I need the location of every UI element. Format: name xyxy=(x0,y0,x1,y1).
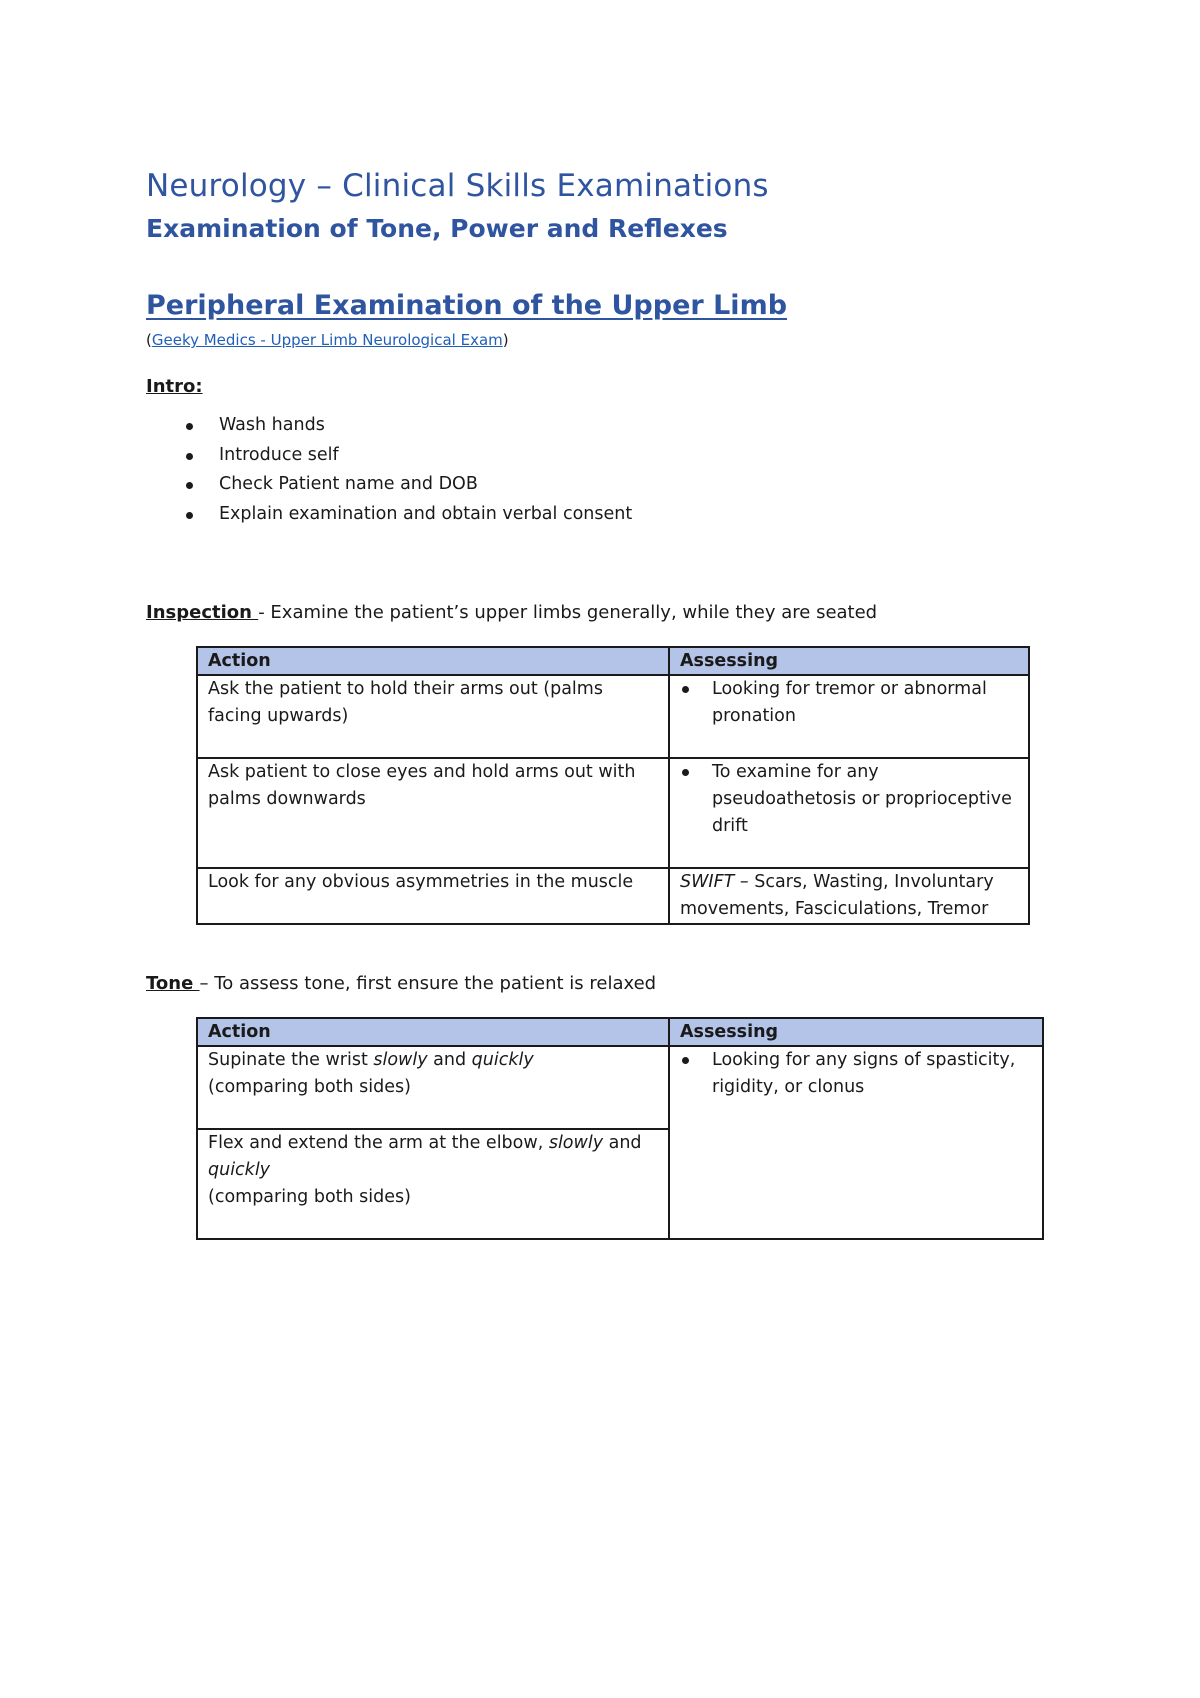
assessing-cell xyxy=(669,758,1029,868)
intro-list xyxy=(146,411,632,529)
tone-label: Tone xyxy=(146,973,200,994)
page-subtitle: Examination of Tone, Power and Reflexes xyxy=(146,214,728,243)
action-cell: Look for any obvious asymmetries in the muscle xyxy=(197,868,669,924)
table-row xyxy=(197,758,1029,868)
assessing-cell xyxy=(669,1046,1043,1239)
table-row xyxy=(197,1046,1043,1129)
action-cell xyxy=(197,1046,669,1129)
action-cell xyxy=(197,1129,669,1239)
reference-link[interactable]: Geeky Medics - Upper Limb Neurological Exam xyxy=(151,331,503,349)
action-cell: Ask patient to close eyes and hold arms out with palms downwards xyxy=(197,758,669,868)
inspection-desc: - Examine the patient’s upper limbs generally, while they are seated xyxy=(258,602,878,623)
action-text: Flex and extend the arm at the elbow, xyxy=(208,1133,549,1153)
emphasis-quickly: quickly xyxy=(471,1050,534,1070)
table-row xyxy=(197,868,1029,924)
action-text: and xyxy=(427,1050,472,1070)
assessing-cell xyxy=(669,675,1029,758)
tone-table xyxy=(196,1017,1044,1240)
list-item: Wash hands xyxy=(146,411,632,441)
action-text: (comparing both sides) xyxy=(208,1187,411,1207)
list-item: Introduce self xyxy=(146,441,632,471)
assessing-text: – Scars, Wasting, Involuntary movements, Fasciculations, Tremor xyxy=(680,872,994,919)
tone-desc: – To assess tone, first ensure the patient is relaxed xyxy=(199,973,657,994)
section-heading: Peripheral Examination of the Upper Limb xyxy=(146,290,788,321)
table-header-row xyxy=(197,647,1029,675)
column-header-assessing: Assessing xyxy=(669,647,1029,675)
page-title: Neurology – Clinical Skills Examinations xyxy=(146,168,769,204)
action-cell: Ask the patient to hold their arms out (palms facing upwards) xyxy=(197,675,669,758)
tone-lead xyxy=(146,973,656,994)
emphasis-slowly: slowly xyxy=(373,1050,428,1070)
column-header-assessing: Assessing xyxy=(669,1018,1043,1046)
action-text: Supinate the wrist xyxy=(208,1050,374,1070)
list-item: Explain examination and obtain verbal consent xyxy=(146,500,632,530)
inspection-lead xyxy=(146,602,877,623)
assessing-text: Looking for tremor or abnormal pronation xyxy=(680,676,1018,730)
column-header-action: Action xyxy=(197,1018,669,1046)
inspection-table xyxy=(196,646,1030,925)
list-item: Check Patient name and DOB xyxy=(146,470,632,500)
inspection-label: Inspection xyxy=(146,602,259,623)
action-text: and xyxy=(603,1133,642,1153)
action-text: (comparing both sides) xyxy=(208,1077,411,1097)
reference-line xyxy=(146,331,509,349)
swift-acronym: SWIFT xyxy=(680,872,735,892)
table-row xyxy=(197,675,1029,758)
ref-open-paren: ( xyxy=(146,331,152,349)
table-header-row xyxy=(197,1018,1043,1046)
emphasis-slowly: slowly xyxy=(548,1133,604,1153)
assessing-text: Looking for any signs of spasticity, rigidity, or clonus xyxy=(680,1047,1032,1101)
assessing-cell xyxy=(669,868,1029,924)
emphasis-quickly: quickly xyxy=(208,1160,271,1180)
intro-heading: Intro: xyxy=(146,376,203,397)
column-header-action: Action xyxy=(197,647,669,675)
assessing-text: To examine for any pseudoathetosis or proprioceptive drift xyxy=(680,759,1018,840)
ref-close-paren: ) xyxy=(502,331,509,349)
